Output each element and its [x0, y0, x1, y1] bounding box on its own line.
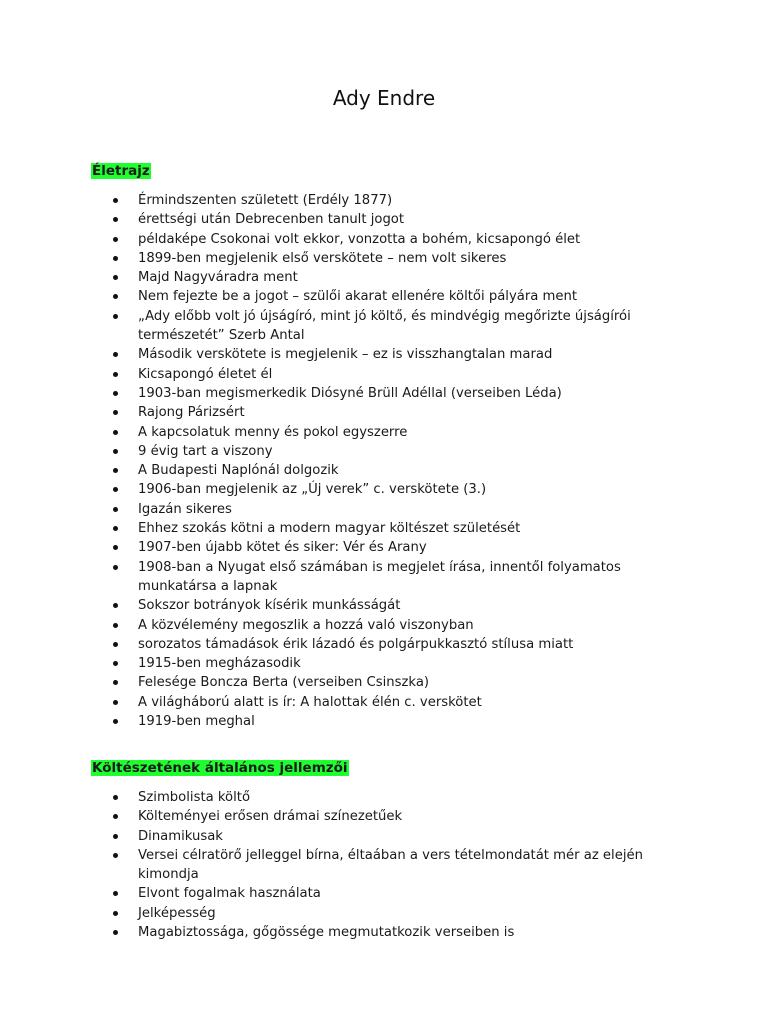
list-item: [91, 423, 691, 442]
list-item-text: A Budapesti Naplónál dolgozik: [138, 463, 339, 479]
bullet-icon: [113, 814, 118, 819]
bullet-icon: [113, 526, 118, 531]
list-item: [91, 596, 691, 615]
list-item: [91, 654, 691, 673]
list-item-text: Érmindszenten született (Erdély 1877): [138, 193, 393, 208]
list-item: [91, 519, 691, 538]
list-item-text: 1915-ben megházasodik: [138, 656, 301, 672]
list-item: [91, 923, 691, 942]
list-item-text: Kicsapongó életet él: [138, 366, 273, 382]
bullet-icon: [113, 198, 118, 203]
section-heading-text: Életrajz: [92, 163, 150, 179]
list-item: [91, 442, 691, 461]
section-heading-text: Költészetének általános jellemzői: [92, 760, 348, 776]
list-item-text: 9 évig tart a viszony: [138, 443, 273, 459]
section-heading-jellemzoi: [91, 759, 349, 778]
list-item: [91, 210, 691, 229]
list-item: [91, 558, 691, 597]
bullet-icon: [113, 237, 118, 242]
bullet-icon: [113, 372, 118, 377]
list-item: [91, 403, 691, 422]
bullet-icon: [113, 352, 118, 357]
list-item-text: Majd Nagyváradra ment: [138, 270, 298, 286]
list-item: [91, 693, 691, 712]
list-item-text: A közvélemény megoszlik a hozzá való viszonyban: [138, 617, 474, 633]
list-item: [91, 480, 691, 499]
bullet-icon: [113, 565, 118, 570]
list-item-text: 1899-ben megjelenik első verskötete – nem volt sikeres: [138, 250, 507, 266]
list-item-text: 1919-ben meghal: [138, 714, 255, 730]
list-item-text: példaképe Csokonai volt ekkor, vonzotta a bohém, kicsapongó élet: [138, 231, 581, 247]
bullet-icon: [113, 623, 118, 628]
list-item-text: Igazán sikeres: [138, 501, 232, 517]
list-item: [91, 268, 691, 287]
list-item-text: Szimbolista költő: [138, 790, 251, 805]
bullet-icon: [113, 430, 118, 435]
list-item: [91, 616, 691, 635]
document-title: Ady Endre: [332, 86, 436, 110]
bullet-icon: [113, 468, 118, 473]
list-item-text: A világháború alatt is ír: A halottak élén c. verskötet: [138, 694, 482, 710]
list-item-text: Elvont fogalmak használata: [138, 886, 321, 902]
list-item: [91, 384, 691, 403]
bullet-icon: [113, 449, 118, 454]
bullet-icon: [113, 275, 118, 280]
list-item-text: „Ady előbb volt jó újságíró, mint jó költő, és mindvégig megőrizte újságírói természetét” Szerb Antal: [138, 308, 631, 344]
bullet-icon: [113, 719, 118, 724]
bullet-icon: [113, 795, 118, 800]
list-item: [91, 538, 691, 557]
bullet-icon: [113, 603, 118, 608]
bullet-icon: [113, 680, 118, 685]
list-item-text: 1908-ban a Nyugat első számában is megjelet írása, innentől folyamatos munkatársa a lapnak: [138, 559, 621, 594]
bullet-icon: [113, 507, 118, 512]
bullet-icon: [113, 545, 118, 550]
list-item: [91, 846, 691, 885]
list-item: [91, 365, 691, 384]
list-item: [91, 635, 691, 654]
list-item: [91, 287, 691, 306]
list-item-text: Második verskötete is megjelenik – ez is visszhangtalan marad: [138, 347, 553, 363]
list-item: [91, 500, 691, 519]
list-item: [91, 807, 691, 826]
bullet-icon: [113, 834, 118, 839]
list-item: [91, 884, 691, 903]
list-item-text: Versei célratörő jelleggel bírna, éltaában a vers tételmondatát mér az elején kimondja: [138, 847, 643, 883]
bullet-icon: [113, 487, 118, 492]
list-item: [91, 904, 691, 923]
list-item-text: Ehhez szokás kötni a modern magyar költészet születését: [138, 521, 521, 537]
list-item-text: sorozatos támadások érik lázadó és polgárpukkasztó stílusa miatt: [138, 636, 574, 652]
list-item-text: Költeményei erősen drámai színezetűek: [138, 809, 403, 825]
list-item-text: Dinamikusak: [138, 828, 223, 844]
bullet-icon: [113, 256, 118, 261]
bullet-icon: [113, 930, 118, 935]
list-item-text: Rajong Párizsért: [138, 405, 245, 421]
list-item-text: érettségi után Debrecenben tanult jogot: [138, 212, 405, 228]
list-item: [91, 307, 691, 346]
list-item-text: Jelképesség: [138, 905, 216, 921]
list-item-text: Felesége Boncza Berta (verseiben Csinszka): [138, 675, 430, 691]
list-item: [91, 712, 691, 731]
bullet-icon: [113, 294, 118, 299]
bullet-icon: [113, 700, 118, 705]
list-item: [91, 788, 691, 807]
list-item-text: Nem fejezte be a jogot – szülői akarat ellenére költői pályára ment: [138, 289, 578, 305]
bullet-icon: [113, 314, 118, 319]
list-item-text: 1903-ban megismerkedik Diósyné Brüll Adéllal (verseiben Léda): [138, 385, 562, 401]
list-item-text: 1906-ban megjelenik az „Új verek” c. verskötete (3.): [138, 482, 487, 498]
bullet-icon: [113, 410, 118, 415]
list-item-text: A kapcsolatuk menny és pokol egyszerre: [138, 424, 408, 440]
bullet-icon: [113, 661, 118, 666]
bullet-list-eletrajz: [91, 191, 691, 731]
list-item: [91, 461, 691, 480]
section-heading-eletrajz: [91, 162, 151, 181]
bullet-icon: [113, 217, 118, 222]
list-item: [91, 249, 691, 268]
bullet-icon: [113, 911, 118, 916]
bullet-icon: [113, 391, 118, 396]
bullet-icon: [113, 891, 118, 896]
list-item-text: Magabiztossága, gőgössége megmutatkozik verseiben is: [138, 925, 515, 941]
list-item: [91, 673, 691, 692]
list-item: [91, 191, 691, 210]
list-item: [91, 230, 691, 249]
list-item-text: 1907-ben újabb kötet és siker: Vér és Arany: [138, 540, 427, 556]
bullet-list-jellemzoi: [91, 788, 691, 942]
list-item: [91, 345, 691, 364]
list-item: [91, 827, 691, 846]
bullet-icon: [113, 642, 118, 647]
bullet-icon: [113, 853, 118, 858]
list-item-text: Sokszor botrányok kísérik munkásságát: [138, 598, 401, 614]
